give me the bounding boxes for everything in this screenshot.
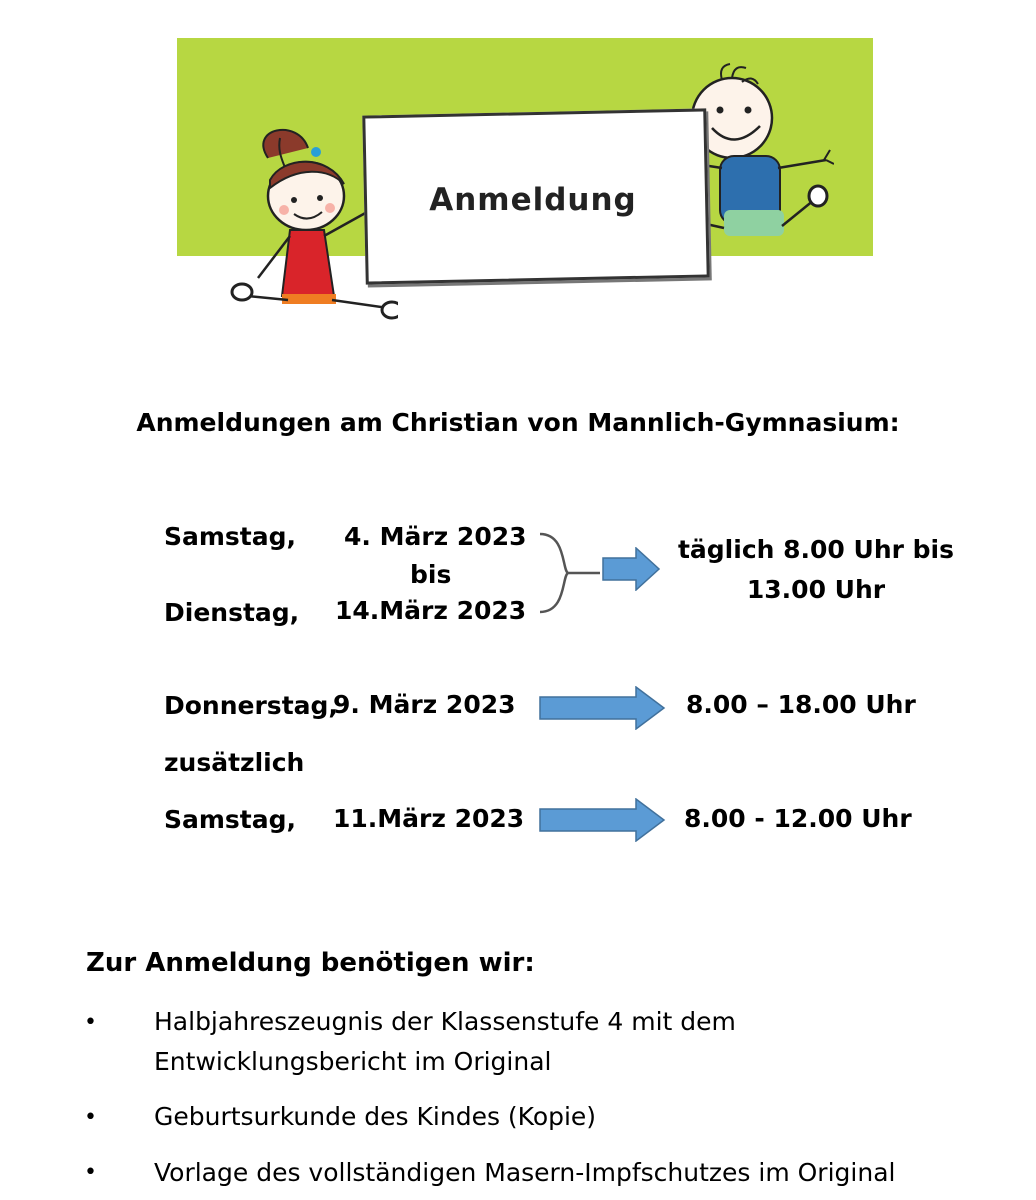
thursday-time: 8.00 – 18.00 Uhr <box>686 690 916 719</box>
range-between: bis <box>410 560 452 589</box>
range-time-line2: 13.00 Uhr <box>746 575 886 604</box>
thursday-date: 9. März 2023 <box>333 690 516 719</box>
banner-title: Anmeldung <box>429 182 637 218</box>
bullet-icon: • <box>84 1105 97 1130</box>
range-date-start: 4. März 2023 <box>344 522 527 551</box>
range-day-end: Dienstag, <box>164 598 300 627</box>
bullet-icon: • <box>84 1010 97 1035</box>
list-item: Halbjahreszeugnis der Klassenstufe 4 mit dem Entwicklungsbericht im Original <box>154 1007 736 1076</box>
arrow-right-icon <box>602 547 660 591</box>
curly-brace-icon <box>536 530 606 616</box>
thursday-day: Donnerstag, <box>164 691 338 720</box>
saturday-date: 11.März 2023 <box>333 804 525 833</box>
list-item: Vorlage des vollständigen Masern-Impfschutzes im Original <box>154 1158 896 1187</box>
bullet-icon: • <box>84 1160 97 1185</box>
page-heading: Anmeldungen am Christian von Mannlich-Gymnasium: <box>136 408 900 437</box>
range-time-line1: täglich 8.00 Uhr bis <box>677 535 955 564</box>
arrow-right-icon <box>538 686 666 730</box>
saturday-day: Samstag, <box>164 805 297 834</box>
saturday-time: 8.00 - 12.00 Uhr <box>684 804 912 833</box>
requirements-title: Zur Anmeldung benötigen wir: <box>86 948 535 978</box>
extra-label: zusätzlich <box>164 748 305 777</box>
arrow-right-icon <box>538 798 666 842</box>
range-day-start: Samstag, <box>164 522 297 551</box>
range-date-end: 14.März 2023 <box>335 596 527 625</box>
list-item: Geburtsurkunde des Kindes (Kopie) <box>154 1102 597 1131</box>
